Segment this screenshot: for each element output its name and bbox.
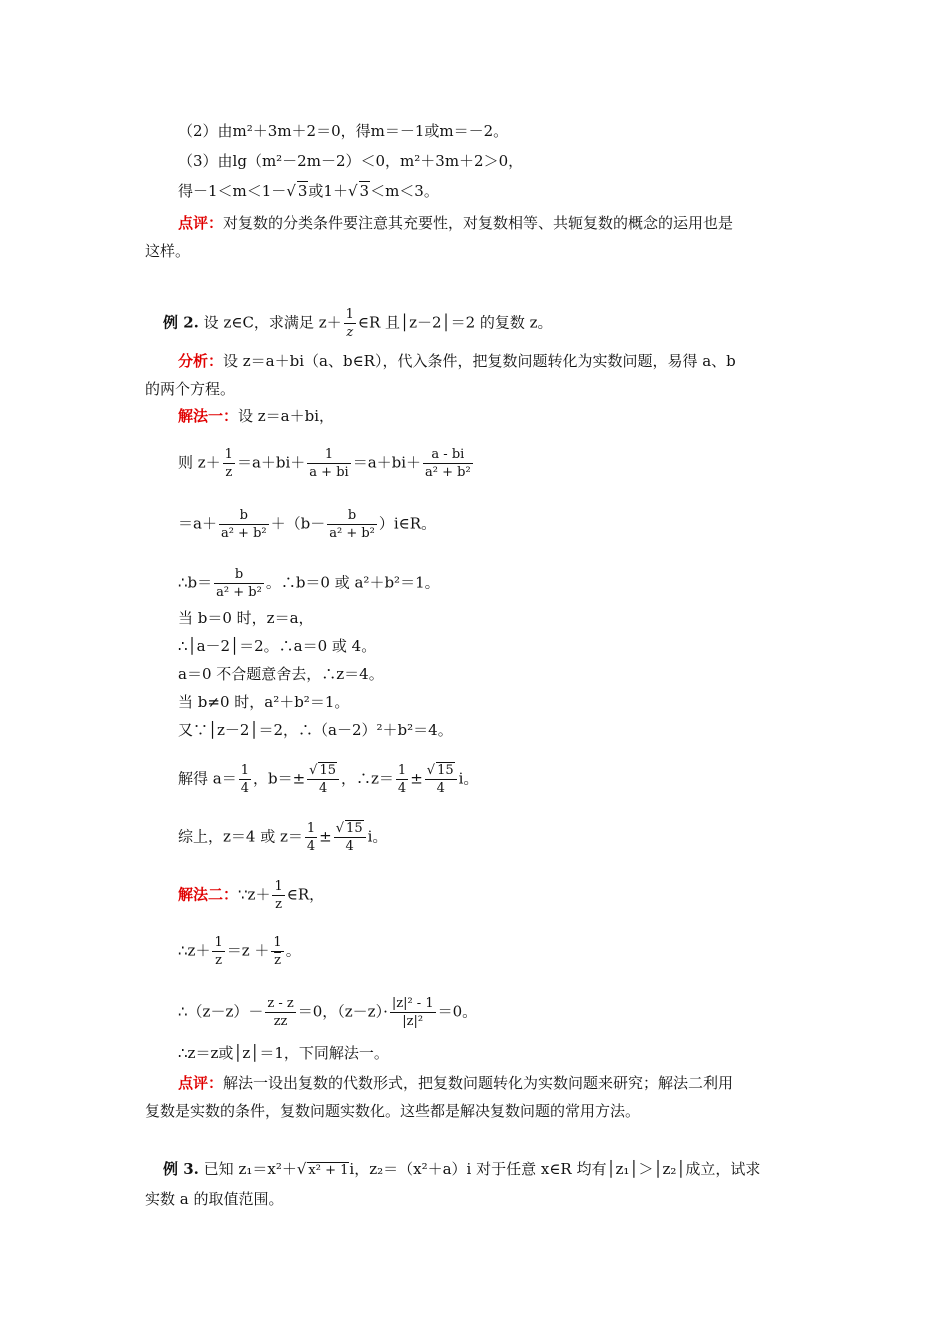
- analysis-line2: 的两个方程。: [145, 380, 236, 398]
- solution1-step7: 当 b≠0 时，a²＋b²＝1。: [178, 693, 350, 711]
- solution1-step9: 解得 a＝ $\frac{1}{4}$ ，b＝± $\frac{√ 15}{4}$ ，∴z＝ $\frac{1}{4}$ ± $\frac{√ 15}{4}$ i。: [178, 763, 479, 796]
- solution2-step1: ∴z＋ $\frac{1}{z}$ ＝z ＋ $\frac{1}{z}$ 。: [178, 935, 301, 968]
- solution1-step6: a＝0 不合题意舍去，∴z＝4。: [178, 665, 384, 683]
- solution1-step3: ∴b＝ $\frac{b}{\text{a² + b²}}$ 。∴b＝0 或 a²＋b²＝1。: [178, 567, 440, 600]
- line-part3: （3）由lg（m²－2m－2）＜0，m²＋3m＋2＞0，: [178, 152, 524, 170]
- solution1-step5: ∴│a－2│＝2。∴a＝0 或 4。: [178, 637, 377, 655]
- solution1-label: 解法一：: [178, 407, 239, 425]
- solution1-step1: 则 z＋ $\frac{1}{z}$ ＝a＋bi＋ $\frac{1}{a + bi}$ ＝a＋bi＋ $\frac{a - bi}{\text{a² + b²}}$: [178, 447, 471, 480]
- comment2-label: 点评：: [178, 1074, 224, 1092]
- solution1-step2: ＝a＋ $\frac{b}{\text{a² + b²}}$ ＋（b－ $\frac{b}{\text{a² + b²}}$ ）i∈R。: [178, 508, 437, 541]
- comment1-line1: 点评：对复数的分类条件要注意其充要性，对复数相等、共轭复数的概念的运用也是: [178, 214, 734, 232]
- line-part2: （2）由m²＋3m＋2＝0，得m＝－1或m＝－2。: [178, 122, 509, 140]
- solution1-conclusion: 综上，z＝4 或 z＝ $\frac{1}{4}$ ± $\frac{√ 15}{4}$ i。: [178, 821, 388, 854]
- solution2-heading: 解法二：∵z＋ $\frac{1}{z}$ ∈R，: [178, 879, 325, 912]
- comment2-line2: 复数是实数的条件，复数问题实数化。这些都是解决复数问题的常用方法。: [145, 1102, 641, 1120]
- solution2-step3: ∴z＝z或│z│＝1，下同解法一。: [178, 1044, 389, 1062]
- comment2-line1: 点评：解法一设出复数的代数形式，把复数问题转化为实数问题来研究；解法二利用: [178, 1074, 734, 1092]
- solution2-step2: ∴（z－z）－ $\frac{z - z}{zz}$ ＝0，（z－z）· $\frac{\text{|z|² - 1}}{\text{|z|²}}$ ＝0。: [178, 996, 478, 1029]
- example2-statement: 例 2. 设 z∈C，求满足 z＋ $\frac{1}{z}$ ∈R 且│z－2│＝2 的复数 z。: [163, 307, 553, 340]
- analysis-label: 分析：: [178, 352, 224, 370]
- analysis-line1: 分析：设 z＝a＋bi（a、b∈R），代入条件，把复数问题转化为实数问题，易得 a、b: [178, 352, 736, 370]
- example3-line1: 例 3. 已知 z₁＝x²＋√ x² + 1i，z₂＝（x²＋a）i 对于任意 x∈R 均有│z₁│＞│z₂│成立，试求: [163, 1160, 761, 1178]
- solution1-heading: 解法一：设 z＝a＋bi，: [178, 407, 335, 425]
- comment-label: 点评：: [178, 214, 224, 232]
- solution1-step4: 当 b＝0 时，z＝a，: [178, 609, 314, 627]
- solution2-label: 解法二：: [178, 885, 239, 904]
- solution1-step8: 又∵│z－2│＝2，∴（a－2）²＋b²＝4。: [178, 721, 453, 739]
- line-inequality-result: 得－1＜m＜1－√ 3或1＋√ 3＜m＜3。: [178, 182, 439, 200]
- comment1-line2: 这样。: [145, 242, 191, 260]
- example3-line2: 实数 a 的取值范围。: [145, 1190, 284, 1208]
- example3-label: 例 3.: [163, 1160, 199, 1178]
- example-label: 例 2.: [163, 313, 199, 332]
